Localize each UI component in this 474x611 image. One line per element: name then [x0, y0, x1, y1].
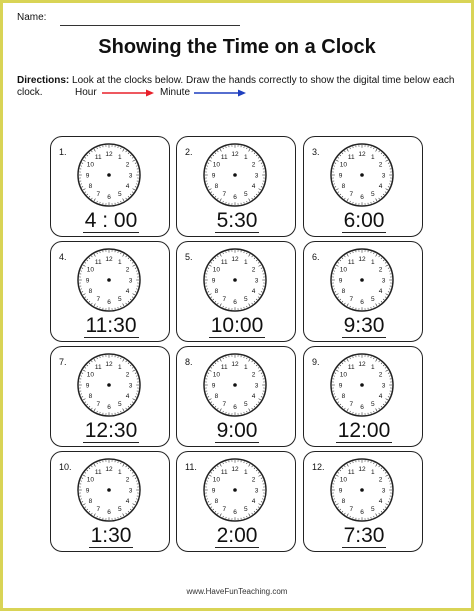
clock-face[interactable] [201, 141, 269, 209]
clock-numeral: 4 [251, 393, 256, 401]
clock-numeral: 12 [358, 465, 366, 473]
clock-card [303, 136, 423, 237]
clock-numeral: 1 [243, 153, 248, 161]
clock-numeral: 1 [117, 258, 122, 266]
clock-numeral: 2 [251, 161, 256, 169]
clock-numeral: 2 [378, 371, 383, 379]
clock-numeral: 7 [222, 191, 227, 199]
clock-numeral: 12 [105, 255, 113, 263]
clock-numeral: 4 [125, 393, 130, 401]
card-number: 6. [312, 252, 320, 262]
clock-numeral: 5 [370, 296, 375, 304]
clock-numeral: 6 [360, 193, 364, 201]
clock-numeral: 12 [231, 360, 239, 368]
clock-numeral: 5 [243, 191, 248, 199]
clock-numeral: 7 [349, 401, 354, 409]
directions-label: Directions: [17, 75, 70, 86]
card-number: 3. [312, 147, 320, 157]
clock-numeral: 8 [341, 498, 346, 506]
clock-numeral: 5 [243, 296, 248, 304]
clock-card [303, 346, 423, 447]
digital-time [304, 524, 424, 548]
clock-numeral: 10 [339, 266, 347, 274]
clock-center-dot [233, 173, 237, 177]
digital-time [51, 419, 171, 443]
clock-numeral: 5 [117, 191, 122, 199]
clock-numeral: 12 [105, 465, 113, 473]
name-label: Name: [17, 12, 47, 23]
clock-numeral: 8 [214, 288, 219, 296]
clock-numeral: 5 [117, 296, 122, 304]
clock-numeral: 11 [347, 363, 355, 371]
clock-numeral: 10 [212, 266, 220, 274]
clock-numeral: 2 [125, 266, 130, 274]
digital-time-text: 12:30 [84, 419, 138, 442]
clock-numeral: 7 [349, 191, 354, 199]
clock-center-dot [360, 488, 364, 492]
clock-numeral: 2 [125, 371, 130, 379]
clock-numeral: 6 [360, 508, 364, 516]
clock-numeral: 9 [211, 277, 216, 285]
clock-numeral: 9 [85, 382, 90, 390]
footer-credit: www.HaveFunTeaching.com [186, 587, 288, 596]
clock-numeral: 11 [220, 363, 228, 371]
clock-numeral: 3 [128, 487, 133, 495]
digital-time [51, 209, 171, 233]
digital-time-text: 7:30 [343, 524, 385, 547]
clock-numeral: 3 [254, 382, 259, 390]
card-number: 9. [312, 357, 320, 367]
digital-time [51, 314, 171, 338]
clock-numeral: 8 [341, 288, 346, 296]
clock-numeral: 1 [370, 363, 375, 371]
card-number: 10. [59, 462, 72, 472]
clock-numeral: 2 [378, 476, 383, 484]
clock-numeral: 4 [378, 183, 383, 191]
clock-numeral: 4 [378, 288, 383, 296]
clock-face[interactable] [328, 246, 396, 314]
clock-card [303, 451, 423, 552]
card-number: 4. [59, 252, 67, 262]
clock-numeral: 1 [243, 363, 248, 371]
clock-card [176, 241, 296, 342]
clock-numeral: 7 [96, 506, 101, 514]
clock-numeral: 3 [128, 277, 133, 285]
clock-numeral: 2 [251, 266, 256, 274]
clock-numeral: 5 [243, 401, 248, 409]
clock-center-dot [107, 488, 111, 492]
clock-numeral: 4 [251, 183, 256, 191]
clock-numeral: 9 [338, 172, 343, 180]
clock-numeral: 11 [347, 468, 355, 476]
clock-numeral: 4 [251, 288, 256, 296]
clock-numeral: 2 [251, 371, 256, 379]
clock-face[interactable] [201, 456, 269, 524]
clock-numeral: 5 [117, 401, 122, 409]
clock-numeral: 5 [370, 401, 375, 409]
clock-center-dot [107, 383, 111, 387]
digital-time-text: 6:00 [343, 209, 385, 232]
clock-numeral: 12 [105, 150, 113, 158]
clock-numeral: 10 [86, 161, 94, 169]
hand-legend [17, 87, 457, 99]
clock-numeral: 9 [338, 382, 343, 390]
clock-center-dot [233, 488, 237, 492]
clock-numeral: 10 [86, 476, 94, 484]
clock-numeral: 11 [220, 468, 228, 476]
clock-numeral: 2 [125, 161, 130, 169]
clock-numeral: 7 [349, 506, 354, 514]
minute-legend-label: Minute [160, 87, 191, 98]
clock-center-dot [360, 173, 364, 177]
clock-numeral: 12 [358, 255, 366, 263]
clock-card [50, 136, 170, 237]
digital-time-text: 9:00 [216, 419, 258, 442]
clock-numeral: 6 [233, 403, 237, 411]
clock-center-dot [233, 383, 237, 387]
clock-numeral: 7 [222, 506, 227, 514]
clock-numeral: 7 [349, 296, 354, 304]
clock-numeral: 4 [378, 393, 383, 401]
clock-numeral: 6 [107, 298, 111, 306]
clock-card [176, 136, 296, 237]
clock-numeral: 6 [360, 298, 364, 306]
clock-numeral: 5 [370, 506, 375, 514]
minute-arrow-icon [193, 88, 247, 98]
clock-numeral: 8 [88, 183, 93, 191]
clock-numeral: 8 [88, 498, 93, 506]
clock-numeral: 8 [341, 183, 346, 191]
digital-time [177, 419, 297, 443]
clock-center-dot [360, 383, 364, 387]
clock-numeral: 4 [378, 498, 383, 506]
clock-numeral: 6 [233, 193, 237, 201]
clock-numeral: 3 [381, 382, 386, 390]
clock-numeral: 10 [339, 161, 347, 169]
card-number: 5. [185, 252, 193, 262]
clock-numeral: 10 [212, 161, 220, 169]
clock-numeral: 9 [338, 277, 343, 285]
clock-face[interactable] [75, 246, 143, 314]
clock-numeral: 3 [128, 172, 133, 180]
digital-time-text: 11:30 [85, 314, 137, 337]
clock-numeral: 9 [85, 277, 90, 285]
clock-numeral: 3 [381, 172, 386, 180]
clock-card [50, 241, 170, 342]
clock-numeral: 11 [347, 153, 355, 161]
clock-numeral: 6 [233, 298, 237, 306]
clock-numeral: 3 [128, 382, 133, 390]
clock-numeral: 1 [117, 153, 122, 161]
clock-numeral: 2 [378, 266, 383, 274]
clock-numeral: 3 [254, 172, 259, 180]
clock-numeral: 12 [358, 360, 366, 368]
clock-numeral: 12 [231, 255, 239, 263]
clock-numeral: 9 [85, 487, 90, 495]
clock-numeral: 1 [370, 468, 375, 476]
clock-numeral: 8 [341, 393, 346, 401]
clock-numeral: 1 [370, 258, 375, 266]
card-number: 2. [185, 147, 193, 157]
digital-time-text: 2:00 [216, 524, 258, 547]
clock-numeral: 8 [214, 183, 219, 191]
clock-numeral: 5 [243, 506, 248, 514]
clock-numeral: 11 [220, 258, 228, 266]
digital-time-text: 10:00 [210, 314, 264, 337]
clock-card [50, 451, 170, 552]
clock-numeral: 1 [243, 258, 248, 266]
clock-numeral: 3 [254, 487, 259, 495]
clock-numeral: 5 [370, 191, 375, 199]
name-line[interactable] [60, 25, 240, 26]
digital-time [304, 314, 424, 338]
clock-numeral: 9 [338, 487, 343, 495]
clock-numeral: 2 [378, 161, 383, 169]
clock-numeral: 1 [243, 468, 248, 476]
digital-time-text: 9:30 [343, 314, 385, 337]
clock-numeral: 12 [231, 150, 239, 158]
clock-numeral: 11 [94, 258, 102, 266]
clock-numeral: 4 [125, 183, 130, 191]
clock-numeral: 6 [233, 508, 237, 516]
clock-numeral: 8 [88, 393, 93, 401]
clock-numeral: 7 [222, 296, 227, 304]
clock-numeral: 11 [220, 153, 228, 161]
clock-face[interactable] [328, 351, 396, 419]
card-number: 7. [59, 357, 67, 367]
clock-face[interactable] [75, 351, 143, 419]
clock-numeral: 12 [358, 150, 366, 158]
page-title: Showing the Time on a Clock [98, 36, 376, 58]
clock-center-dot [360, 278, 364, 282]
clock-numeral: 3 [254, 277, 259, 285]
clock-numeral: 6 [107, 508, 111, 516]
clock-numeral: 9 [211, 172, 216, 180]
clock-face[interactable] [75, 141, 143, 209]
clock-numeral: 12 [231, 465, 239, 473]
clock-numeral: 11 [94, 153, 102, 161]
clock-numeral: 1 [117, 468, 122, 476]
clock-numeral: 3 [381, 487, 386, 495]
clock-numeral: 7 [96, 191, 101, 199]
clock-numeral: 6 [360, 403, 364, 411]
clock-numeral: 10 [212, 476, 220, 484]
clock-numeral: 8 [88, 288, 93, 296]
clock-card [176, 346, 296, 447]
clock-numeral: 8 [214, 498, 219, 506]
digital-time-text: 4 : 00 [84, 209, 138, 232]
clock-numeral: 2 [251, 476, 256, 484]
clock-numeral: 10 [212, 371, 220, 379]
clock-numeral: 6 [107, 193, 111, 201]
digital-time [177, 209, 297, 233]
clock-numeral: 4 [125, 498, 130, 506]
directions-text: Look at the clocks below. Draw the hands correctly to show the digital time below each clock. [17, 75, 455, 98]
clock-face[interactable] [75, 456, 143, 524]
clock-face[interactable] [328, 141, 396, 209]
clock-face[interactable] [201, 351, 269, 419]
clock-numeral: 11 [94, 363, 102, 371]
clock-card [303, 241, 423, 342]
clock-numeral: 3 [381, 277, 386, 285]
digital-time [177, 524, 297, 548]
clock-numeral: 12 [105, 360, 113, 368]
clock-numeral: 2 [125, 476, 130, 484]
digital-time-text: 1:30 [90, 524, 132, 547]
clock-numeral: 5 [117, 506, 122, 514]
clock-numeral: 10 [86, 266, 94, 274]
clock-center-dot [107, 173, 111, 177]
digital-time [304, 419, 424, 443]
clock-numeral: 6 [107, 403, 111, 411]
clock-numeral: 10 [86, 371, 94, 379]
digital-time [304, 209, 424, 233]
clock-card [50, 346, 170, 447]
digital-time [177, 314, 297, 338]
digital-time-text: 12:00 [337, 419, 391, 442]
clock-numeral: 7 [96, 296, 101, 304]
card-number: 11. [185, 462, 197, 472]
clock-numeral: 9 [211, 382, 216, 390]
digital-time-text: 5:30 [216, 209, 258, 232]
card-number: 1. [59, 147, 67, 157]
clock-numeral: 11 [94, 468, 102, 476]
clock-numeral: 1 [117, 363, 122, 371]
clock-numeral: 10 [339, 476, 347, 484]
digital-time [51, 524, 171, 548]
clock-numeral: 11 [347, 258, 355, 266]
clock-numeral: 1 [370, 153, 375, 161]
clock-numeral: 9 [85, 172, 90, 180]
clock-card [176, 451, 296, 552]
clock-numeral: 10 [339, 371, 347, 379]
hour-arrow-icon [101, 88, 155, 98]
hour-legend-label: Hour [75, 87, 97, 98]
card-number: 8. [185, 357, 193, 367]
clock-center-dot [233, 278, 237, 282]
clock-face[interactable] [328, 456, 396, 524]
clock-numeral: 7 [96, 401, 101, 409]
card-number: 12. [312, 462, 325, 472]
clock-numeral: 4 [125, 288, 130, 296]
clock-numeral: 8 [214, 393, 219, 401]
clock-center-dot [107, 278, 111, 282]
clock-numeral: 7 [222, 401, 227, 409]
clock-numeral: 4 [251, 498, 256, 506]
clock-numeral: 9 [211, 487, 216, 495]
clock-face[interactable] [201, 246, 269, 314]
